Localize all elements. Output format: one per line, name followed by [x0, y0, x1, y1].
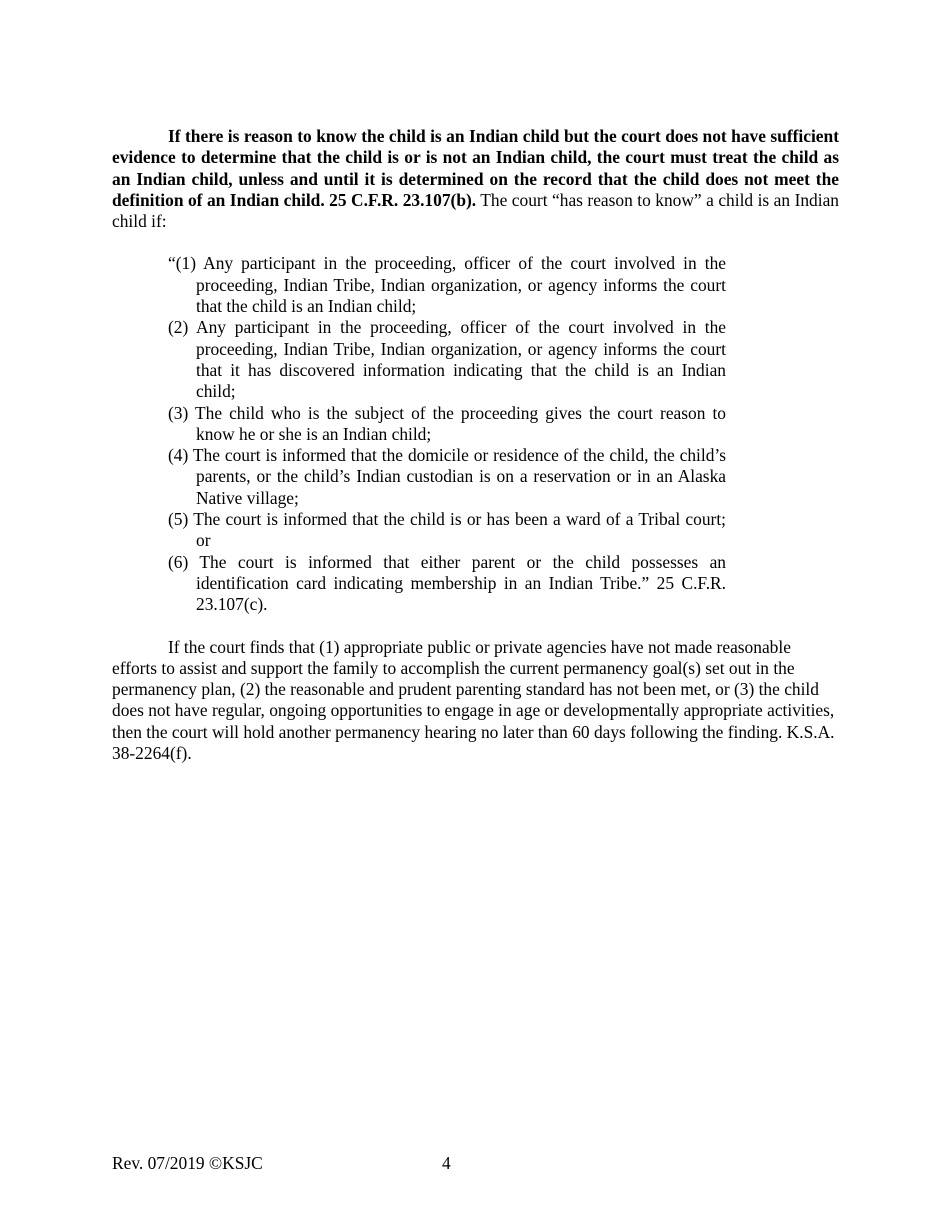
intro-paragraph: [112, 126, 839, 232]
criteria-item-3: (3) The child who is the subject of the proceeding gives the court reason to know he or she is an Indian child;: [168, 402, 726, 444]
quoted-criteria-list: [168, 253, 726, 615]
criteria-item-2: (2) Any participant in the proceeding, officer of the court involved in the proceeding, Indian Tribe, Indian organization, or agency informs the court that it has discovered information indicating that the child is an Indian child;: [168, 317, 726, 402]
criteria-item-5: (5) The court is informed that the child is or has been a ward of a Tribal court; or: [168, 509, 726, 551]
revision-label: Rev. 07/2019 ©KSJC: [112, 1153, 263, 1173]
page-content: [112, 126, 839, 764]
intro-bold-text: If there is reason to know the child is an Indian child but the court does not have sufficient evidence to determine that the child is or is not an Indian child, the court must treat the child as an Indian child, unless and until it is determined on the record that the child does not meet the definition of an Indian child. 25 C.F.R. 23.107(b).: [112, 126, 839, 210]
criteria-item-1: “(1) Any participant in the proceeding, officer of the court involved in the proceeding, Indian Tribe, Indian organization, or agency informs the court that the child is an Indian child;: [168, 253, 726, 317]
page-number: 4: [442, 1153, 451, 1173]
criteria-item-4: (4) The court is informed that the domicile or residence of the child, the child’s parents, or the child’s Indian custodian is on a reservation or in an Alaska Native village;: [168, 445, 726, 508]
criteria-item-6: (6) The court is informed that either parent or the child possesses an identification card indicating membership in an Indian Tribe.” 25 C.F.R. 23.107(c).: [168, 551, 726, 615]
closing-paragraph: If the court finds that (1) appropriate public or private agencies have not made reasonable efforts to assist and support the family to accomplish the current permanency goal(s) set out in the permanency plan, (2) the reasonable and prudent parenting standard has not been met, or (3) the child does not have regular, ongoing opportunities to engage in age or developmentally appropriate activities, then the court will hold another permanency hearing no later than 60 days following the finding. K.S.A. 38-2264(f).: [112, 636, 835, 764]
page-footer: [112, 1153, 612, 1175]
intro-normal-text: The court “has reason to know” a child is an Indian child if:: [112, 189, 839, 232]
